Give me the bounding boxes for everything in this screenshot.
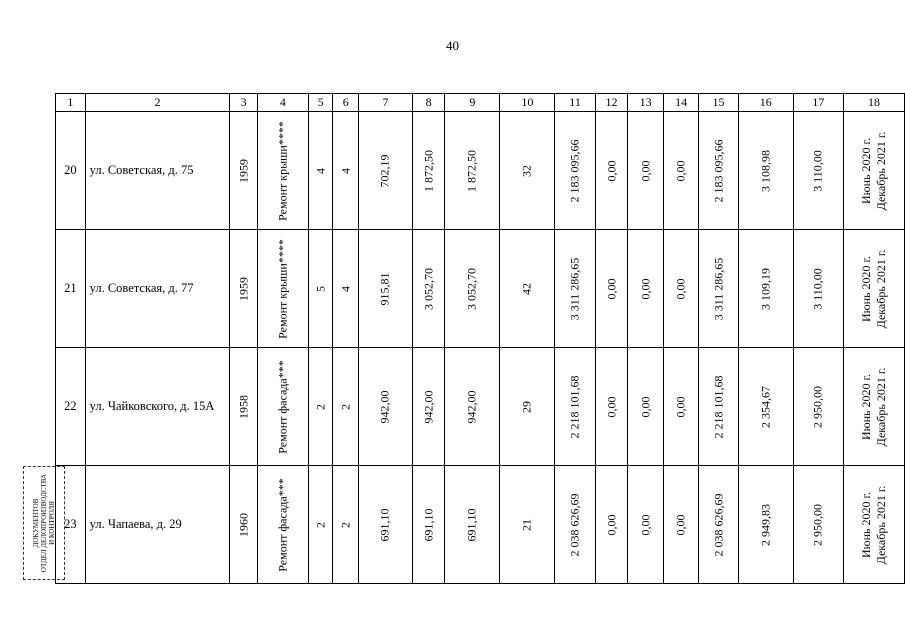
cell-c14: 0,00 (673, 514, 688, 535)
page-number: 40 (446, 38, 459, 53)
cell-work: Ремонт крыши**** (275, 120, 290, 221)
cell-c5: 2 (313, 403, 328, 410)
period-start: Июнь 2020 г. (858, 373, 873, 440)
cell-c12: 0,00 (604, 514, 619, 535)
period-start: Июнь 2020 г. (858, 491, 873, 558)
column-header-14: 14 (663, 94, 699, 112)
address-cell: ул. Чайковского, д. 15А (89, 399, 215, 413)
column-header-4: 4 (257, 94, 308, 112)
cell-c5: 2 (313, 521, 328, 528)
cell-c8: 3 052,70 (421, 267, 436, 310)
cell-c13: 0,00 (638, 514, 653, 535)
cell-c9: 691,10 (464, 508, 479, 541)
cell-c10: 21 (519, 518, 534, 531)
cell-c10: 29 (519, 400, 534, 413)
period-cell (859, 367, 889, 446)
row-number: 23 (64, 517, 77, 531)
row-number: 21 (64, 281, 77, 295)
cell-c13: 0,00 (638, 278, 653, 299)
table-row (56, 112, 905, 230)
cell-c6: 4 (338, 285, 353, 292)
column-header-3: 3 (230, 94, 258, 112)
cell-c15: 2 038 626,69 (711, 493, 726, 556)
period-end: Декабрь 2021 г. (873, 249, 888, 328)
cell-c9: 942,00 (464, 390, 479, 423)
cell-c10: 32 (519, 164, 534, 177)
cell-c16: 3 108,98 (758, 149, 773, 192)
cell-c6: 4 (338, 167, 353, 174)
period-end: Декабрь 2021 г. (873, 485, 888, 564)
cell-c15: 2 183 095,66 (711, 139, 726, 202)
cell-c13: 0,00 (638, 396, 653, 417)
cell-c15: 2 218 101,68 (711, 375, 726, 438)
cell-c9: 3 052,70 (464, 267, 479, 310)
cell-c16: 2 354,67 (758, 385, 773, 428)
cell-work: Ремонт крыши**** (275, 238, 290, 339)
cell-c7: 702,19 (377, 154, 392, 187)
column-header-9: 9 (445, 94, 500, 112)
period-cell (859, 485, 889, 564)
cell-year: 1959 (236, 276, 251, 301)
period-end: Декабрь 2021 г. (873, 367, 888, 446)
cell-c11: 3 311 286,65 (567, 257, 582, 320)
period-cell (859, 249, 889, 328)
cell-c11: 2 038 626,69 (567, 493, 582, 556)
cell-c8: 691,10 (421, 508, 436, 541)
period-start: Июнь 2020 г. (858, 137, 873, 204)
cell-c17: 2 950,00 (810, 385, 825, 428)
column-header-6: 6 (333, 94, 359, 112)
cell-c16: 3 109,19 (758, 267, 773, 310)
row-number: 22 (64, 399, 77, 413)
cell-c10: 42 (519, 282, 534, 295)
column-header-5: 5 (308, 94, 333, 112)
cell-c12: 0,00 (604, 278, 619, 299)
column-header-16: 16 (738, 94, 793, 112)
address-cell: ул. Советская, д. 75 (89, 163, 194, 177)
cell-c8: 942,00 (421, 390, 436, 423)
cell-c7: 915,81 (377, 272, 392, 305)
cell-c17: 3 110,00 (810, 149, 825, 192)
table-row (56, 466, 905, 584)
cell-c11: 2 218 101,68 (567, 375, 582, 438)
column-header-2: 2 (85, 94, 230, 112)
column-header-7: 7 (359, 94, 413, 112)
cell-c9: 1 872,50 (464, 149, 479, 192)
cell-c12: 0,00 (604, 160, 619, 181)
cell-c17: 3 110,00 (810, 267, 825, 310)
address-cell: ул. Советская, д. 77 (89, 281, 194, 295)
archive-stamp: ДОКУМЕНТОВ ОТДЕЛ ДЕЛОПРОИЗВОДСТВА И КОНТРОЛЯ (23, 466, 65, 580)
cell-c14: 0,00 (673, 160, 688, 181)
cell-c6: 2 (338, 403, 353, 410)
repair-table (55, 93, 905, 584)
cell-c11: 2 183 095,66 (567, 139, 582, 202)
column-header-12: 12 (595, 94, 628, 112)
cell-work: Ремонт фасада*** (275, 477, 290, 572)
cell-year: 1959 (236, 158, 251, 183)
address-cell: ул. Чапаева, д. 29 (89, 517, 182, 531)
column-header-17: 17 (793, 94, 843, 112)
table-row (56, 348, 905, 466)
cell-c17: 2 950,00 (810, 503, 825, 546)
cell-c15: 3 311 286,65 (711, 257, 726, 320)
cell-year: 1960 (236, 512, 251, 537)
column-header-18: 18 (843, 94, 904, 112)
cell-c5: 4 (313, 167, 328, 174)
cell-c13: 0,00 (638, 160, 653, 181)
column-header-8: 8 (412, 94, 444, 112)
cell-c6: 2 (338, 521, 353, 528)
period-start: Июнь 2020 г. (858, 255, 873, 322)
column-header-10: 10 (500, 94, 555, 112)
cell-c14: 0,00 (673, 396, 688, 417)
period-end: Декабрь 2021 г. (873, 131, 888, 210)
cell-year: 1958 (236, 394, 251, 419)
column-header-11: 11 (555, 94, 595, 112)
cell-c5: 5 (313, 285, 328, 292)
cell-work: Ремонт фасада*** (275, 359, 290, 454)
cell-c16: 2 949,83 (758, 503, 773, 546)
cell-c7: 691,10 (377, 508, 392, 541)
column-header-13: 13 (628, 94, 664, 112)
period-cell (859, 131, 889, 210)
table-row (56, 230, 905, 348)
cell-c7: 942,00 (377, 390, 392, 423)
column-header-1: 1 (56, 94, 86, 112)
cell-c12: 0,00 (604, 396, 619, 417)
cell-c8: 1 872,50 (421, 149, 436, 192)
column-header-15: 15 (699, 94, 738, 112)
row-number: 20 (64, 163, 77, 177)
cell-c14: 0,00 (673, 278, 688, 299)
header-row (56, 94, 905, 112)
